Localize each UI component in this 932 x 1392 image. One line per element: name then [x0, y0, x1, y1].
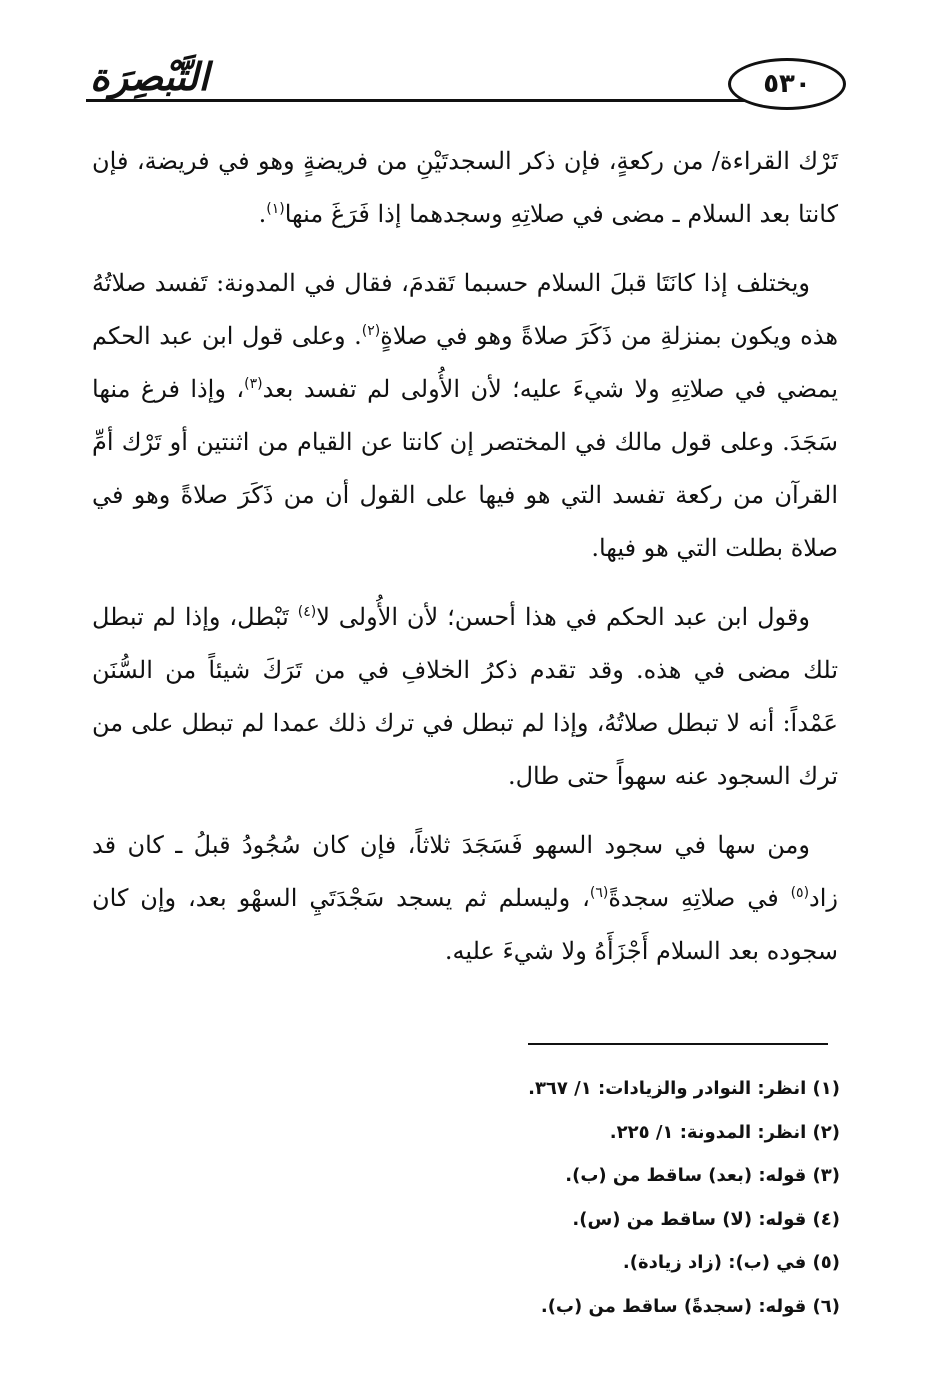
paragraph-3 — [92, 591, 838, 803]
running-title: التَّبْصِرَة — [90, 54, 209, 99]
footnote-3: (٣) قوله: (بعد) ساقط من (ب). — [565, 1165, 840, 1186]
paragraph-text: تَبْطل، وإذا لم تبطل تلك مضى في هذه. وقد تقدم ذكرُ الخلافِ في من تَرَكَ شيئاً من السُّنَن عَمْداً: أنه لا تبطل صلاتُهُ، وإذا لم تبطل في ترك ذلك عمدا لم تبطل على من ترك السجود عنه سهواً حتى طال. — [92, 603, 838, 790]
footnote-2: (٢) انظر: المدونة: ١/ ٢٢٥. — [609, 1121, 840, 1143]
footnote-ref-2[interactable]: (٢) — [361, 323, 381, 339]
paragraph-text: تَرْك القراءة/ من ركعةٍ، فإن ذكر السجدتَيْنِ من فريضةٍ وهو في فريضة، فإن كانتا بعد السلام ـ مضى في صلاتِهِ وسجدهما إذا فَرَغَ منها — [92, 147, 838, 228]
footnote-ref-5[interactable]: (٥) — [790, 885, 810, 901]
paragraph-text: ، وإذا فرغ منها سَجَدَ. وعلى قول مالك في المختصر إن كانتا عن القيام من اثنتين أو تَرْك أمِّ القرآن من ركعة تفسد التي هو فيها على القول أن من ذَكَرَ صلاةً وهو في صلاة بطلت التي هو فيها. — [92, 375, 839, 562]
paragraph-text: . — [258, 200, 267, 228]
page-number: ٥٣٠ — [763, 69, 811, 99]
page-header — [86, 52, 846, 112]
footnote-4: (٤) قوله: (لا) ساقط من (س). — [572, 1208, 840, 1230]
footnote-ref-6[interactable]: (٦) — [589, 885, 609, 901]
footnote-ref-3[interactable]: (٣) — [244, 376, 263, 392]
header-rule — [86, 99, 786, 102]
paragraph-text: ومن سها في سجود السهو فَسَجَدَ ثلاثاً، فإن كان سُجُودُ قبلُ ـ كان قد زاد — [92, 831, 838, 912]
paragraph-text: . وعلى قول ابن عبد الحكم يمضي في صلاتِهِ ولا شيءَ عليه؛ لأن الأُولى لم تفسد بعد — [92, 322, 838, 403]
footnote-5: (٥) في (ب): (زاد زيادة). — [622, 1252, 840, 1273]
paragraph-text: ، وليسلم ثم يسجد سَجْدَتَيِ السهْو بعد، وإن كان سجوده بعد السلام أَجْزَأَهُ ولا شيءَ عليه. — [92, 884, 838, 965]
footnotes — [140, 1067, 840, 1328]
paragraph-text: ويختلف إذا كانَتَا قبلَ السلام حسبما تَقدمَ، فقال في المدونة: تَفسد صلاتُهُ هذه ويكون بمنزلةِ من ذَكَرَ صلاةً وهو في صلاةٍ — [92, 269, 838, 350]
main-text — [92, 135, 838, 994]
footnote-1: (١) انظر: النوادر والزيادات: ١/ ٣٦٧. — [528, 1078, 840, 1099]
footnote-6: (٦) قوله: (سجدةً) ساقط من (ب). — [540, 1295, 840, 1317]
footnote-separator — [528, 1043, 828, 1045]
page-number-oval — [728, 58, 846, 110]
paragraph-1 — [92, 135, 838, 241]
paragraph-4 — [92, 819, 838, 978]
footnote-ref-1[interactable]: (١) — [266, 201, 285, 217]
paragraph-2 — [92, 257, 838, 575]
paragraph-text: وقول ابن عبد الحكم في هذا أحسن؛ لأن الأُولى لا — [316, 603, 810, 631]
paragraph-text: في صلاتِهِ سجدةً — [608, 884, 791, 912]
footnote-ref-4[interactable]: (٤) — [297, 604, 317, 620]
